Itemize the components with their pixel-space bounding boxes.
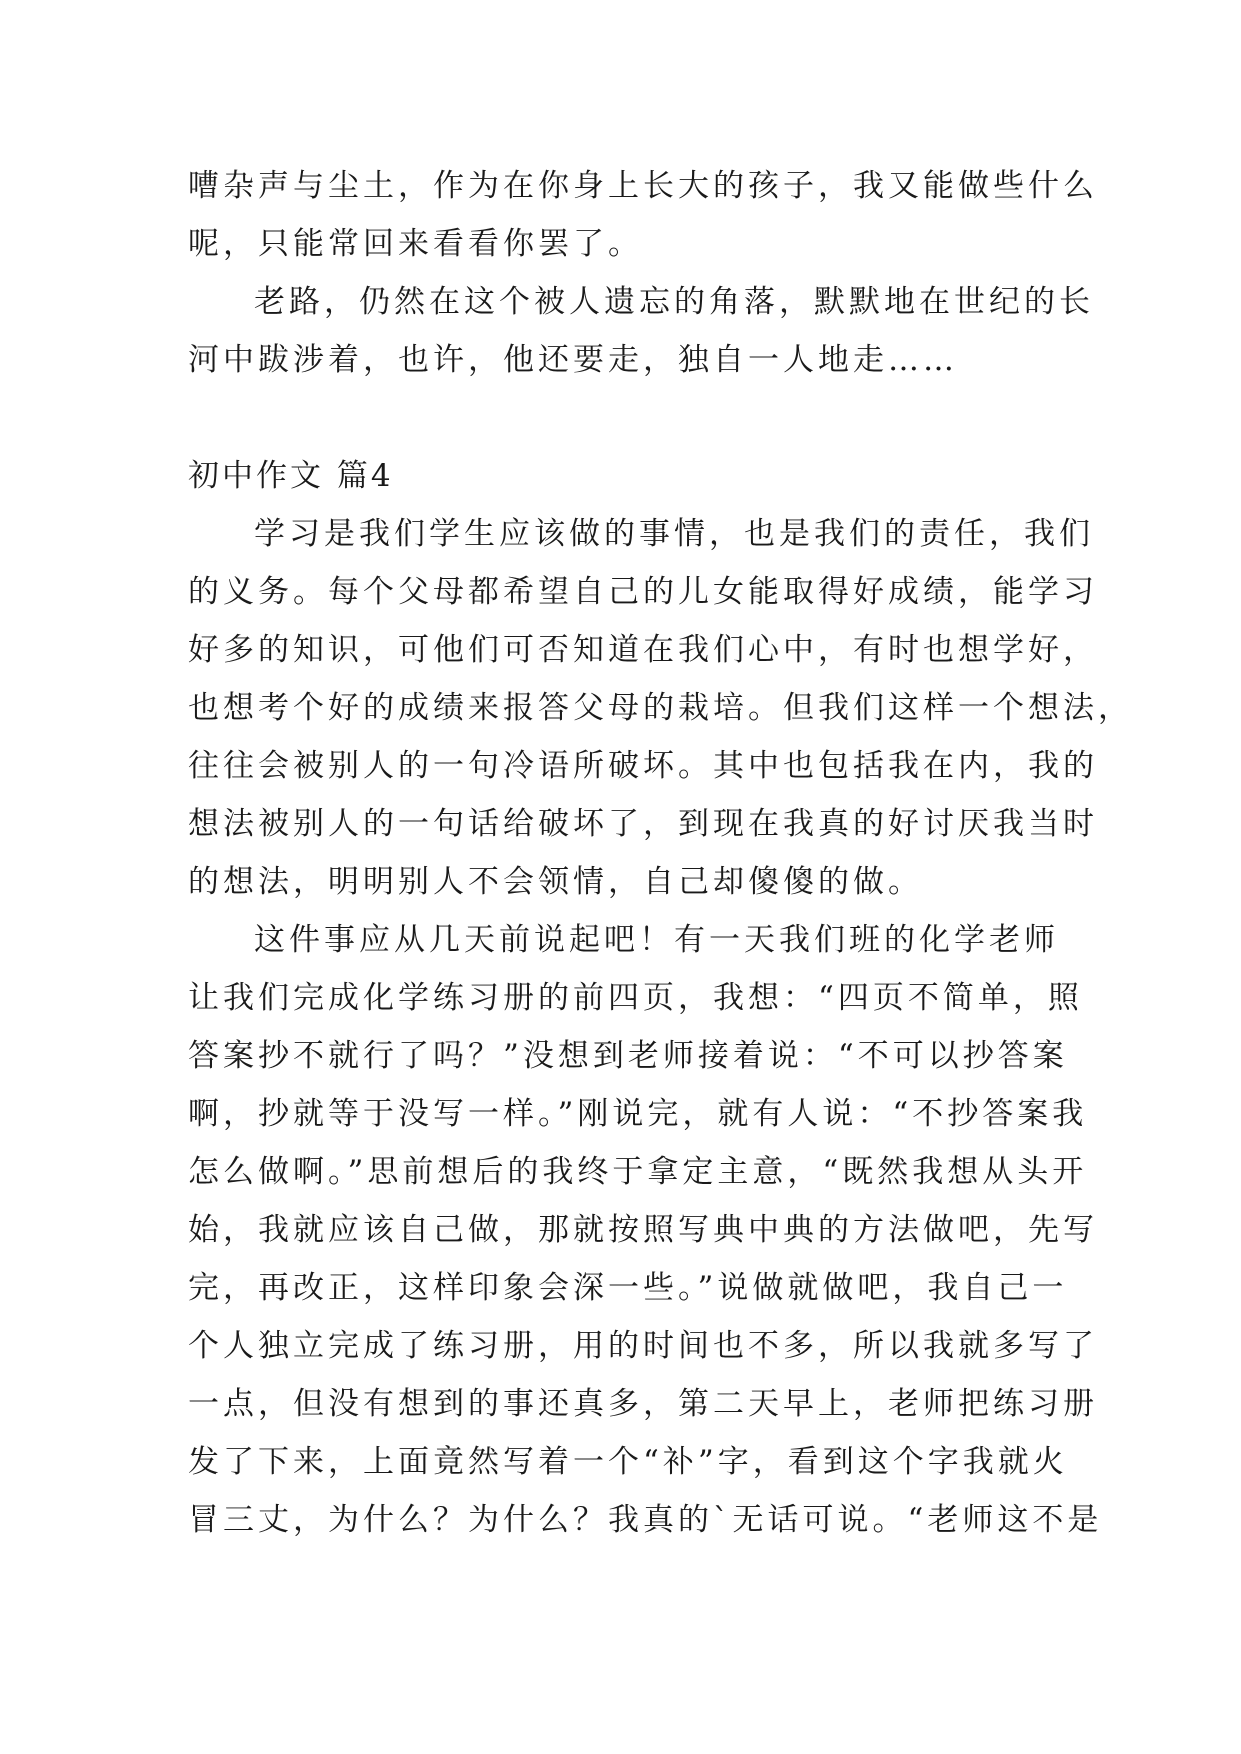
section-gap (188, 389, 1068, 447)
section-heading: 初中作文 篇4 (188, 458, 394, 494)
text-line: 学习是我们学生应该做的事情，也是我们的责任，我们 (254, 516, 1094, 552)
paragraph (188, 157, 1098, 273)
text-line: 怎么做啊。”思前想后的我终于拿定主意，“既然我想从头开 (188, 1154, 1088, 1190)
text-line: 完，再改正，这样印象会深一些。”说做就做吧，我自己一 (188, 1270, 1068, 1306)
text-line: 发了下来，上面竟然写着一个“补”字，看到这个字我就火 (188, 1444, 1068, 1480)
document-body (188, 157, 1133, 1549)
text-line: 的义务。每个父母都希望自己的儿女能取得好成绩，能学习 (188, 574, 1098, 610)
text-line: 好多的知识，可他们可否知道在我们心中，有时也想学好， (188, 632, 1098, 668)
text-line: 一点，但没有想到的事还真多，第二天早上，老师把练习册 (188, 1386, 1098, 1422)
text-line: 冒三丈，为什么？为什么？我真的`无话可说。“老师这不是 (188, 1502, 1103, 1538)
text-line: 呢，只能常回来看看你罢了。 (188, 226, 643, 262)
text-line: 啊，抄就等于没写一样。”刚说完，就有人说：“不抄答案我 (188, 1096, 1088, 1132)
paragraph (188, 911, 1103, 1549)
essay-section (188, 505, 1133, 1549)
text-line: 也想考个好的成绩来报答父母的栽培。但我们这样一个想法， (188, 690, 1133, 726)
text-line: 这件事应从几天前说起吧！有一天我们班的化学老师 (254, 922, 1059, 958)
text-line: 始，我就应该自己做，那就按照写典中典的方法做吧，先写 (188, 1212, 1098, 1248)
text-line: 想法被别人的一句话给破坏了，到现在我真的好讨厌我当时 (188, 806, 1098, 842)
paragraph (188, 273, 1094, 389)
text-line: 个人独立完成了练习册，用的时间也不多，所以我就多写了 (188, 1328, 1098, 1364)
text-line: 往往会被别人的一句冷语所破坏。其中也包括我在内，我的 (188, 748, 1098, 784)
paragraph (188, 505, 1133, 911)
text-line: 让我们完成化学练习册的前四页，我想：“四页不简单，照 (188, 980, 1083, 1016)
text-line: 嘈杂声与尘土，作为在你身上长大的孩子，我又能做些什么 (188, 168, 1098, 204)
text-line: 的想法，明明别人不会领情，自己却傻傻的做。 (188, 864, 923, 900)
text-line: 答案抄不就行了吗？”没想到老师接着说：“不可以抄答案 (188, 1038, 1068, 1074)
text-line: 河中跋涉着，也许，他还要走，独自一人地走…… (188, 342, 958, 378)
intro-section (188, 157, 1098, 389)
text-line: 老路，仍然在这个被人遗忘的角落，默默地在世纪的长 (254, 284, 1094, 320)
